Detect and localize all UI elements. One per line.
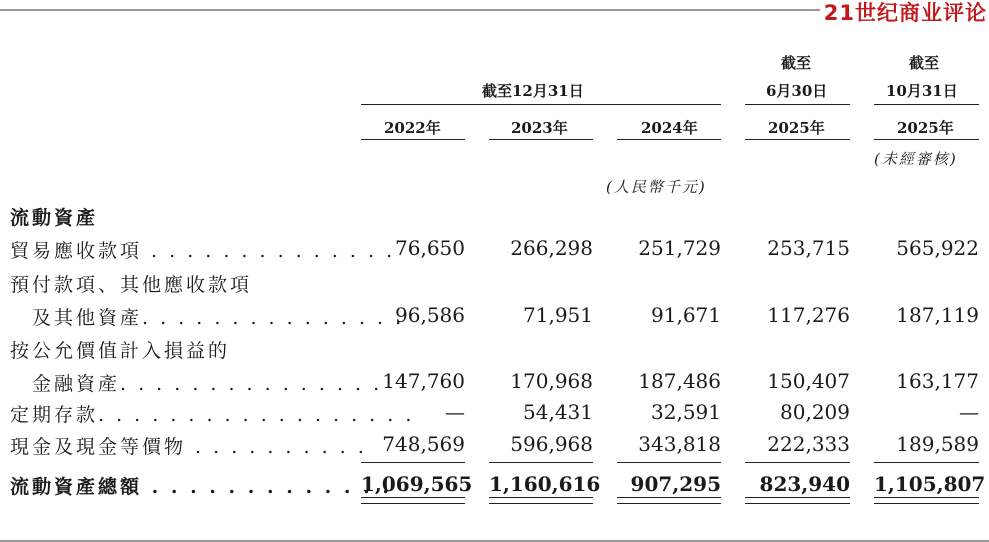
subtotal-rule — [617, 462, 721, 463]
table-cell: 170,968 — [510, 369, 593, 393]
year-header-2023: 2023年 — [511, 119, 568, 137]
oct-header-line2: 10月31日 — [886, 82, 958, 100]
subtotal-rule — [489, 462, 593, 463]
unaudited-note: (未經審核) — [874, 150, 958, 168]
table-cell: 343,818 — [638, 432, 721, 456]
table-cell: 91,671 — [651, 303, 721, 327]
group-header-rule — [361, 104, 721, 105]
table-cell: 80,209 — [780, 400, 850, 424]
row-label: 貿易應收款項 . . . . . . . . . . . . . . — [10, 240, 396, 262]
total-cell: 1,160,616 — [489, 472, 601, 496]
row-label: 預付款項、其他應收款項 — [10, 274, 253, 296]
row-label-cont: 金融資產. . . . . . . . . . . . . . . — [10, 373, 383, 395]
row-label: 按公允價值計入損益的 — [10, 340, 231, 362]
total-double-rule — [617, 497, 721, 504]
year-header-2025-oct: 2025年 — [897, 119, 954, 137]
table-cell: 96,586 — [395, 303, 465, 327]
group-header: 截至12月31日 — [482, 82, 584, 100]
total-label: 流動資產總額 . . . . . . . . . . . . . — [10, 476, 392, 498]
total-cell: 823,940 — [759, 472, 850, 496]
total-double-rule — [745, 497, 850, 504]
row-label: 定期存款. . . . . . . . . . . . . . . . . . — [10, 404, 415, 426]
row-label: 現金及現金等價物 . . . . . . . . . . — [10, 436, 367, 458]
subtotal-rule — [361, 462, 465, 463]
table-cell: 54,431 — [523, 400, 593, 424]
table-cell: 117,276 — [767, 303, 850, 327]
table-cell: 187,119 — [896, 303, 979, 327]
total-cell: 907,295 — [630, 472, 721, 496]
brand-logo: 21世纪商业评论 — [823, 1, 987, 25]
table-cell: — — [445, 400, 465, 424]
table-cell: 76,650 — [395, 236, 465, 260]
table-cell: 748,569 — [382, 432, 465, 456]
table-cell: 253,715 — [767, 236, 850, 260]
year-rule-2025-oct — [874, 139, 979, 140]
total-double-rule — [489, 497, 593, 504]
table-cell: 266,298 — [510, 236, 593, 260]
top-rule — [0, 9, 820, 11]
table-cell: 187,486 — [638, 369, 721, 393]
table-cell: 189,589 — [896, 432, 979, 456]
total-cell: 1,105,807 — [874, 472, 986, 496]
table-cell: 32,591 — [651, 400, 721, 424]
unit-note: (人民幣千元) — [606, 178, 707, 196]
table-cell: 565,922 — [896, 236, 979, 260]
row-label-cont: 及其他資產. . . . . . . . . . . . . . . — [10, 307, 405, 329]
year-header-2022: 2022年 — [384, 119, 441, 137]
total-double-rule — [874, 497, 979, 504]
subtotal-rule — [874, 462, 979, 463]
table-cell: 147,760 — [382, 369, 465, 393]
section-title: 流動資產 — [10, 207, 99, 229]
table-cell: 150,407 — [767, 369, 850, 393]
jun-header-line1: 截至 — [781, 54, 812, 72]
jun-header-line2: 6月30日 — [766, 82, 828, 100]
oct-header-rule — [874, 104, 979, 105]
oct-header-line1: 截至 — [909, 54, 940, 72]
table-cell: 596,968 — [510, 432, 593, 456]
table-cell: 71,951 — [523, 303, 593, 327]
table-cell: — — [959, 400, 979, 424]
year-header-2025-jun: 2025年 — [768, 119, 825, 137]
total-cell: 1,069,565 — [361, 472, 473, 496]
table-cell: 163,177 — [896, 369, 979, 393]
subtotal-rule — [745, 462, 850, 463]
year-rule-2022 — [361, 139, 465, 140]
table-cell: 251,729 — [638, 236, 721, 260]
year-rule-2025-jun — [745, 139, 850, 140]
year-rule-2023 — [489, 139, 593, 140]
total-double-rule — [361, 497, 465, 504]
year-rule-2024 — [617, 139, 721, 140]
jun-header-rule — [745, 104, 850, 105]
year-header-2024: 2024年 — [641, 119, 698, 137]
table-cell: 222,333 — [767, 432, 850, 456]
